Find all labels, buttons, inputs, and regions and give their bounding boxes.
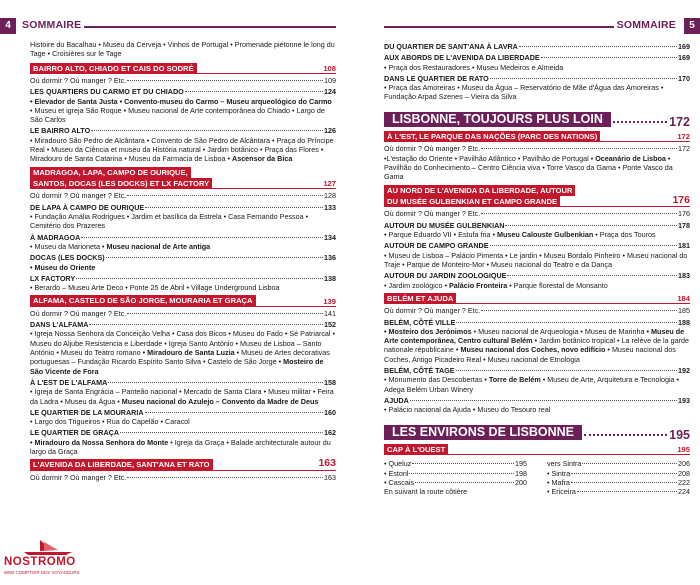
section-heading[interactable] bbox=[384, 444, 690, 455]
leader-dots bbox=[481, 213, 677, 214]
leader-dots bbox=[456, 322, 677, 323]
entry-page: 176 bbox=[678, 209, 690, 219]
entry-page: 224 bbox=[678, 487, 690, 497]
entry-label: Où dormir ? Où manger ? Etc. bbox=[30, 472, 127, 482]
leader-dots bbox=[106, 257, 323, 258]
entry-label: DU QUARTIER DE SANT'ANA À LAVRA bbox=[384, 42, 518, 51]
leader-dots bbox=[571, 473, 677, 474]
leader-dots bbox=[507, 275, 677, 276]
chapter-title: LISBONNE, TOUJOURS PLUS LOIN bbox=[384, 112, 611, 127]
toc-entry[interactable] bbox=[30, 126, 336, 135]
chapter-heading[interactable] bbox=[384, 112, 690, 127]
section-title-line1: AU NORD DE L'AVENIDA DA LIBERDADE, AUTOUR bbox=[384, 185, 575, 196]
toc-entry[interactable] bbox=[384, 271, 690, 280]
entry-label: • Queluz bbox=[384, 459, 412, 469]
toc-entry[interactable] bbox=[547, 487, 690, 496]
toc-entry[interactable] bbox=[547, 459, 690, 468]
entry-page: 169 bbox=[678, 42, 690, 51]
section-page: 139 bbox=[323, 296, 336, 306]
toc-entry[interactable] bbox=[384, 53, 690, 62]
entry-label: AUX ABORDS DE L'AVENIDA DA LIBERDADE bbox=[384, 53, 540, 63]
toc-entry[interactable] bbox=[384, 396, 690, 405]
leader-dots bbox=[89, 324, 323, 325]
chapter-page: 195 bbox=[669, 427, 690, 442]
leader-dots bbox=[541, 57, 677, 58]
leader-dots bbox=[127, 80, 323, 81]
entry-description: • Museu de Lisboa – Palácio Pimenta • Le jardin • Museu Bordalo Pinheiro • Museu nacional do Traje • Parque de Monteiro-Mor • Museu nacional do Teatro e da Dança bbox=[384, 250, 688, 269]
header-rule bbox=[384, 26, 614, 28]
right-page bbox=[350, 0, 700, 585]
leader-dots bbox=[81, 237, 323, 238]
logo-subtitle: WEB COMPTOIR DES VOYAGEURS bbox=[4, 570, 80, 575]
section-underline bbox=[384, 206, 690, 207]
leader-dots bbox=[127, 477, 323, 478]
leader-dots bbox=[519, 46, 677, 47]
section-title: À L'EST, LE PARQUE DAS NAÇÕES (PARC DES NATIONS) bbox=[384, 131, 600, 142]
logo-text: NOSTROMO bbox=[4, 556, 76, 568]
toc-entry[interactable] bbox=[547, 469, 690, 478]
section-underline bbox=[30, 470, 336, 471]
entry-page: 169 bbox=[678, 53, 690, 63]
toc-entry[interactable] bbox=[547, 478, 690, 487]
toc-entry[interactable] bbox=[30, 203, 336, 212]
leader-dots bbox=[456, 370, 677, 371]
entry-page: 178 bbox=[678, 220, 690, 230]
entry-description: • Praça dos Restauradores • Museu Medeiros e Almeida bbox=[384, 62, 564, 72]
toc-entry[interactable] bbox=[30, 309, 336, 318]
leader-dots bbox=[108, 382, 323, 383]
entry-label: LE QUARTIER DE GRAÇA bbox=[30, 428, 120, 438]
section-page: 127 bbox=[323, 179, 336, 189]
section-underline bbox=[30, 306, 336, 307]
chapter-page: 172 bbox=[669, 114, 690, 129]
toc-entry[interactable] bbox=[30, 378, 336, 387]
entry-page: 124 bbox=[324, 87, 336, 97]
entry-page: 126 bbox=[324, 126, 336, 136]
leader-dots bbox=[410, 400, 677, 401]
section-title: BAIRRO ALTO, CHIADO ET CAIS DO SODRÉ bbox=[30, 63, 197, 74]
entry-description: • Miradouro da Nossa Senhora do Monte • Igreja da Graça • Balade architecturale autour du largo da Graça bbox=[30, 437, 331, 457]
leader-dots bbox=[412, 463, 514, 464]
entry-label: DANS L'ALFAMA bbox=[30, 320, 89, 330]
entry-page: 109 bbox=[324, 76, 336, 85]
page-number: 5 bbox=[684, 18, 700, 34]
entry-label: Où dormir ? Où manger ? Etc. bbox=[384, 144, 481, 154]
entry-label: vers Sintra bbox=[547, 459, 582, 469]
section-title-line2: DU MUSÉE GULBENKIAN ET CAMPO GRANDE bbox=[384, 196, 560, 207]
entry-label: LE QUARTIER DE LA MOURARIA bbox=[30, 407, 144, 417]
entry-page: 183 bbox=[678, 271, 690, 281]
entry-label: DANS LE QUARTIER DE RATO bbox=[384, 73, 489, 83]
section-heading[interactable] bbox=[384, 185, 690, 208]
entry-page: 141 bbox=[324, 308, 336, 318]
entry-label: AJUDA bbox=[384, 395, 409, 405]
section-page: 172 bbox=[677, 132, 690, 142]
entry-page: 181 bbox=[678, 241, 690, 251]
section-title-line1: MADRAGOA, LAPA, CAMPO DE OURIQUE, bbox=[30, 167, 191, 178]
entry-page: 222 bbox=[678, 477, 690, 487]
leader-dots bbox=[582, 463, 677, 464]
section-title: CAP À L'OUEST bbox=[384, 444, 448, 455]
entry-description: • Parque Eduardo VII • Estufa fria • Museu Calouste Gulbenkian • Praça dos Touros bbox=[384, 230, 656, 240]
entry-page: 188 bbox=[678, 317, 690, 327]
section-heading[interactable] bbox=[30, 63, 336, 74]
leader-dots bbox=[145, 412, 323, 413]
section-heading[interactable] bbox=[30, 459, 336, 470]
page-title: SOMMAIRE bbox=[22, 19, 82, 31]
entry-page: 163 bbox=[324, 472, 336, 482]
toc-entry[interactable] bbox=[30, 76, 336, 85]
toc-entry[interactable] bbox=[30, 253, 336, 262]
toc-entry[interactable] bbox=[30, 87, 336, 96]
toc-entry[interactable] bbox=[30, 473, 336, 482]
intro-text: Histoire du Bacalhau • Museu da Cerveja • Vinhos de Portugal • Promenade piétonne le long du Tage • Croisières sur le Tage bbox=[30, 40, 335, 59]
toc-entry[interactable] bbox=[384, 306, 690, 315]
entry-label: • Ericeira bbox=[547, 487, 576, 497]
entry-description: • Mosteiro dos Jerónimos • Museu nacional de Arqueologia • Museu de Marinha • Museu de Arte contemporânea, Centro cultural Belém • Jardim botânico tropical • La relève de la garde nationale républicaine • Museu nacional dos Coches, novo edifício • Museu nacional dos Coches, Antigo Picadeiro Real • Museu nacional de Etnologia bbox=[384, 326, 690, 364]
entry-label: AUTOUR DE CAMPO GRANDE bbox=[384, 241, 489, 251]
section-heading[interactable] bbox=[30, 167, 336, 190]
toc-entry[interactable] bbox=[30, 191, 336, 200]
section-title: BELÉM ET AJUDA bbox=[384, 293, 456, 304]
toc-entry[interactable] bbox=[30, 233, 336, 242]
entry-description: • Miradouro São Pedro de Alcântara • Convento de São Pedro de Alcântara • Praça do Príncipe Real • Museu da Ciência et museu da História natural • Jardim botânico • Praça das Flores • Miradouro de Santa Catarina • Museu da Farmacia de Lisboa • Ascensor da Bica bbox=[30, 135, 334, 164]
section-page: 195 bbox=[677, 444, 690, 454]
entry-label: • Sintra bbox=[547, 468, 571, 478]
section-underline bbox=[384, 454, 690, 455]
entry-label: • Estoril bbox=[384, 468, 409, 478]
leader-dots bbox=[185, 91, 323, 92]
entry-label: Où dormir ? Où manger ? Etc. bbox=[30, 76, 127, 85]
entry-label: Où dormir ? Où manger ? Etc. bbox=[384, 306, 481, 316]
entry-label: LE BAIRRO ALTO bbox=[30, 126, 91, 136]
left-toc bbox=[30, 40, 336, 482]
leader-dots bbox=[505, 225, 677, 226]
cap-column bbox=[384, 459, 527, 496]
entry-label: • Cascais bbox=[384, 477, 415, 487]
leader-dots bbox=[490, 78, 677, 79]
entry-page: 192 bbox=[678, 366, 690, 376]
entry-label: BELÉM, CÔTÉ VILLE bbox=[384, 317, 456, 327]
entry-label: AUTOUR DU MUSÉE GULBENKIAN bbox=[384, 220, 505, 230]
entry-page: 206 bbox=[678, 459, 690, 469]
ship-logo-icon bbox=[18, 538, 78, 556]
toc-entry[interactable] bbox=[384, 74, 690, 83]
entry-label: • Mafra bbox=[547, 477, 570, 487]
toc-entry[interactable] bbox=[30, 274, 336, 283]
entry-page: 152 bbox=[324, 320, 336, 330]
entry-label: Où dormir ? Où manger ? Etc. bbox=[30, 308, 127, 318]
leader-dots bbox=[91, 130, 323, 131]
entry-description: • Igreja Nossa Senhora da Conceição Velha • Casa dos Bicos • Museu do Fado • Sé Patriarcal • Museu do Aljube Resistencia e Liberdade • Igreja Santo António • Museu de Lisboa – Santo António • Museu do Teatro romano • Miradouro de Santa Luzia • Museu de Artes decorativas portuguesas – Fundação Ricardo Espírito Santo Silva • Castelo de São Jorge • Mosteiro de São Vicente de Fora bbox=[30, 329, 336, 376]
chapter-title: LES ENVIRONS DE LISBONNE bbox=[384, 425, 582, 440]
section-title: ALFAMA, CASTELO DE SÃO JORGE, MOURARIA ET GRAÇA bbox=[30, 295, 256, 306]
entry-page: 134 bbox=[324, 232, 336, 242]
entry-page: 133 bbox=[324, 202, 336, 212]
entry-description: • Jardim zoológico • Palácio Fronteira • Parque florestal de Monsanto bbox=[384, 280, 608, 290]
leader-dots bbox=[127, 195, 323, 196]
section-underline bbox=[30, 73, 336, 74]
section-page: 108 bbox=[323, 63, 336, 73]
leader-dots bbox=[490, 245, 678, 246]
entry-description: • Palácio nacional da Ajuda • Museu do Tesouro real bbox=[384, 405, 551, 415]
toc-entry[interactable] bbox=[384, 42, 690, 51]
entry-description: •L'estação do Oriente • Pavilhão Atlântico • Pavilhão de Portugal • Oceanário de Lisboa • Pavilhão do Conhecimento – Centro Ciência viva • Torre Vasco da Gama • Ponte Vasco da Gama bbox=[384, 153, 673, 182]
leader-dots bbox=[127, 313, 323, 314]
entry-description: • Berardo – Museu Arte Deco • Ponte 25 de Abril • Village Underground Lisboa bbox=[30, 283, 280, 293]
entry-description: • Igreja de Santa Engrácia – Panteão nacional • Mercado de Santa Clara • Museu militar • Feira da Ladra • Museu da Água • Museu nacional do Azulejo – Convento da Madre de Deus bbox=[30, 387, 334, 406]
toc-entry[interactable] bbox=[384, 144, 690, 153]
leader-dots bbox=[76, 278, 323, 279]
leader-dots bbox=[409, 473, 514, 474]
toc-entry[interactable] bbox=[30, 320, 336, 329]
toc-entry[interactable] bbox=[384, 478, 527, 487]
toc-entry[interactable] bbox=[384, 469, 527, 478]
entry-page: 128 bbox=[324, 191, 336, 201]
chapter-leader-dots bbox=[584, 434, 667, 436]
entry-label: LX FACTORY bbox=[30, 273, 76, 283]
toc-entry[interactable] bbox=[384, 221, 690, 230]
header-rule bbox=[84, 26, 336, 28]
toc-entry[interactable] bbox=[30, 428, 336, 437]
entry-page: 200 bbox=[515, 477, 527, 487]
entry-page: 198 bbox=[515, 468, 527, 478]
section-underline bbox=[384, 303, 690, 304]
leader-dots bbox=[481, 310, 677, 311]
entry-page: 193 bbox=[678, 395, 690, 405]
entry-description: • Museu da Marioneta • Museu nacional de Arte antiga bbox=[30, 241, 211, 251]
entry-label: À L'EST DE L'ALFAMA bbox=[30, 377, 108, 387]
entry-description: • Elevador de Santa Justa • Convento-museu do Carmo – Museu arqueológico do Carmo • Museu et igreja São Roque • Museu nacional de Arte contemporânea do Chiado • Largo de São Carlos bbox=[30, 96, 332, 125]
toc-entry[interactable] bbox=[384, 209, 690, 218]
page-number: 4 bbox=[0, 18, 16, 34]
entry-page: 195 bbox=[515, 459, 527, 469]
entry-label: Où dormir ? Où manger ? Etc. bbox=[384, 209, 481, 219]
entry-page: 162 bbox=[324, 428, 336, 438]
entry-description: • Largo dos Trigueiros • Rua do Capelão • Caracol bbox=[30, 417, 190, 427]
entry-label: BELÉM, CÔTÉ TAGE bbox=[384, 366, 455, 376]
entry-page: 185 bbox=[678, 306, 690, 316]
toc-entry[interactable] bbox=[30, 408, 336, 417]
entry-label: À MADRAGOA bbox=[30, 232, 81, 242]
leader-dots bbox=[120, 432, 323, 433]
leader-dots bbox=[577, 491, 677, 492]
entry-page: 208 bbox=[678, 468, 690, 478]
section-title: L'AVENIDA DA LIBERDADE, SANT'ANA ET RATO bbox=[30, 459, 213, 470]
entry-description: • Monumento das Descobertas • Torre de Belém • Museu de Arte, Arquitetura e Tecnologia • Adega Belém Urban Winery bbox=[384, 375, 680, 394]
right-page-header bbox=[350, 18, 700, 34]
entry-label: Où dormir ? Où manger ? Etc. bbox=[30, 191, 127, 201]
cap-column bbox=[547, 459, 690, 496]
toc-entry[interactable] bbox=[384, 318, 690, 327]
entry-page: 158 bbox=[324, 377, 336, 387]
entry-page: 136 bbox=[324, 253, 336, 263]
entry-label: LES QUARTIERS DU CARMO ET DU CHIADO bbox=[30, 87, 184, 97]
section-heading[interactable] bbox=[384, 293, 690, 304]
entry-page: 172 bbox=[678, 144, 690, 154]
section-heading[interactable] bbox=[384, 131, 690, 142]
toc-entry[interactable] bbox=[384, 366, 690, 375]
leader-dots bbox=[481, 148, 677, 149]
chapter-leader-dots bbox=[613, 121, 667, 123]
toc-entry[interactable] bbox=[384, 487, 527, 496]
leader-dots bbox=[415, 482, 514, 483]
entry-description: • Praça das Amoreiras • Museu da Água – Reservatório de Mãe d'Água das Amoreiras • Fundação Arpad Szenes – Vieira da Silva bbox=[384, 83, 664, 102]
section-underline bbox=[384, 141, 690, 142]
section-title-line2: SANTOS, DOCAS (LES DOCKS) ET LX FACTORY bbox=[30, 178, 212, 189]
entry-label: DOCAS (LES DOCKS) bbox=[30, 253, 105, 263]
leader-dots bbox=[145, 207, 323, 208]
entry-description: • Fundação Amália Rodrigues • Jardim et basílica da Estrela • Casa Fernando Pessoa • Cemitério dos Prazeres bbox=[30, 212, 309, 231]
leader-dots bbox=[571, 482, 677, 483]
section-page: 163 bbox=[318, 457, 336, 470]
section-page: 176 bbox=[672, 194, 690, 207]
page-title: SOMMAIRE bbox=[616, 19, 676, 31]
entry-description: • Museu do Oriente bbox=[30, 262, 96, 272]
cap-columns bbox=[384, 459, 690, 496]
toc-entry[interactable] bbox=[384, 459, 527, 468]
entry-page: 160 bbox=[324, 407, 336, 417]
entry-page: 138 bbox=[324, 273, 336, 283]
entry-page: 170 bbox=[678, 73, 690, 83]
section-underline bbox=[30, 188, 336, 189]
section-page: 184 bbox=[677, 293, 690, 303]
right-toc bbox=[384, 40, 690, 496]
left-page-header bbox=[0, 18, 350, 34]
toc-entry[interactable] bbox=[384, 241, 690, 250]
entry-label: En suivant la route côtière bbox=[384, 487, 468, 497]
chapter-heading[interactable] bbox=[384, 425, 690, 440]
entry-label: AUTOUR DU JARDIN ZOOLOGIQUE bbox=[384, 271, 507, 281]
entry-label: DE LAPA À CAMPO DE OURIQUE bbox=[30, 202, 145, 212]
section-heading[interactable] bbox=[30, 295, 336, 306]
